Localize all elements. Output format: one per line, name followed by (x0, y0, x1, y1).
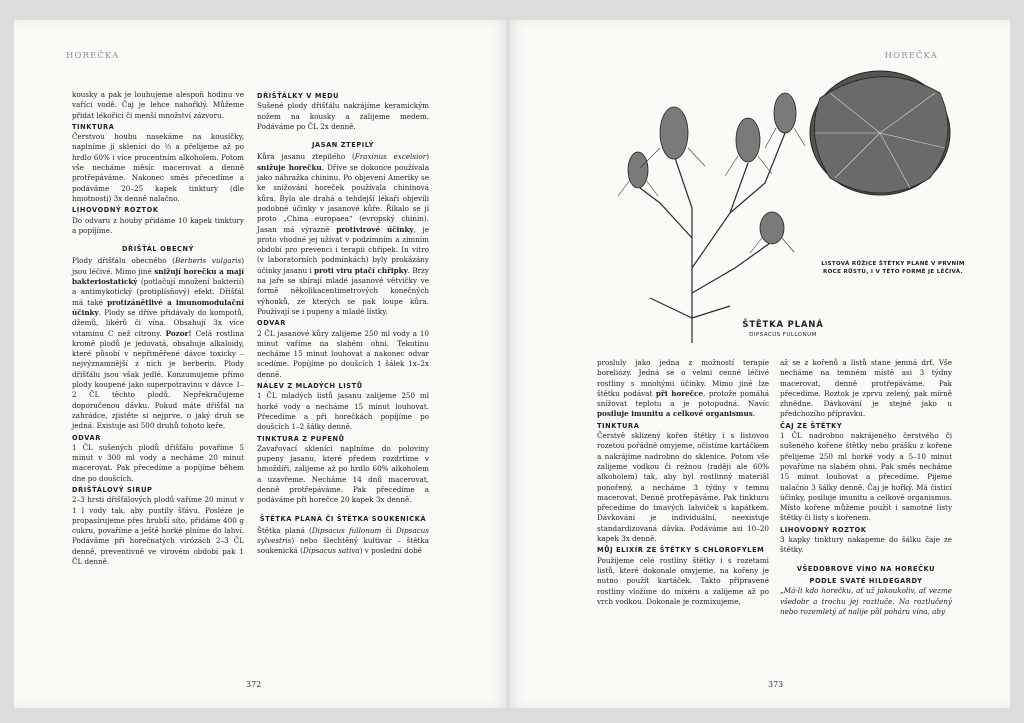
paragraph: 2 ČL jasanové kůry zalijeme 250 ml vody a 10 minut vaříme na slabém ohni. Tekutinu necháme 15 minut louhovat a nakonec odvar scedíme. Popíjíme po doušcích 1 šálek 1x–2x denně. (257, 328, 429, 379)
section-heading: DŘIŠŤÁLOVÝ SIRUP (72, 485, 153, 494)
paragraph: až se z kořenů a listů stane jemná drť. Vše necháme na temném místě asi 3 týdny macerovat, denně protřepáváme. Pak přecedíme. Roztok je zprvu zelený, pak mírně zhnědne. Dávkování je stejné jako u předchozího přípravku. (780, 358, 952, 419)
section-title: VŠEDOBROVÉ VÍNO NA HOREČKU (796, 564, 936, 573)
right-page (510, 20, 1010, 708)
paragraph: Kůra jasanu ztepilého (Fraxinus excelsior) snižuje horečku. Dříve se dokonce používala jako náhražka chininu. Po objevení Ameriky se ke snižování horeček používala chininová kůra. Byla ale drahá a tehdejší lékaři objevili podobné účinky v jasanové kůře. Říkalo se jí proto „China europaea“ (evropský chinin). Jasan má výrazné protivirové účinky, je proto vhodné jej užívat v podzimním a zimním období pro prevenci i terapii chřipek. In vitro (v laboratorních podmínkách) byly prokázány účinky jasanu i proti viru ptačí chřipky. Brzy na jaře se sbírají mladé jasanové větvičky ve formě několikacentimetrových konečných výhonků, ze kterých se pak loupe kůra. Používají se i pupeny a mladé lístky. (257, 152, 429, 316)
running-head-left: HOREČKA (66, 50, 120, 60)
section-heading: ODVAR (72, 433, 101, 442)
running-head-right: HOREČKA (884, 50, 938, 60)
paragraph: Do odvaru z houby přidáme 10 kapek tinktury a popíjíme. (72, 215, 244, 235)
paragraph: Čerstvě sklizený kořen štětky i s listovou rozetou pořádně omyjeme, očistíme kartáčkem a nakrájíme nadrobno do sklenice. Potom vše zalijeme vodkou či režnou (raději ale 60% alkoholem) tak, aby byl rostlinný materiál ponořený, a necháme 3 týdny v temnu macerovat. Denně protřepáváme. Pak tinkturu přecedíme do tmavých lahviček s kapátkem. Dávkování je individuální, neexistuje standardizovaná dávka. Podáváme asi 10–20 kapek 3x denně. (597, 431, 769, 544)
page-number-left: 372 (246, 680, 262, 689)
section-heading: LIHOVODNÝ ROZTOK (72, 206, 159, 215)
paragraph: Čerstvou houbu nasekáme na kousíčky, naplníme jí skleníci do ⅔ a přelijeme až po hrdlo 60% i více procentním alkoholem. Potom vše necháme měsíc macerovat a denně protřepáváme. Nakonec směs přecedíme a podáváme 20–25 kapek tinktury (dle hmotnosti) 3x denně nalačno. (72, 132, 244, 203)
leaf-caption: LISTOVÁ RŮŽICE ŠTĚTKY PLANÉ V PRVNÍM ROCE RŮSTU, I V TÉTO FORMĚ JE LÉČIVÁ. (821, 261, 965, 275)
section-heading: MŮJ ELIXÍR ZE ŠTĚTKY S CHLOROFYLEM (597, 546, 765, 555)
section-heading: TINKTURA Z PUPENŮ (257, 434, 345, 443)
left-column-1 (72, 90, 244, 567)
section-title: DŘIŠŤÁL OBECNÝ (121, 245, 194, 254)
section-title: ŠTĚTKA PLANÁ ČI ŠTĚTKA SOUKENICKÁ (259, 514, 427, 523)
section-subtitle: PODLE SVATÉ HILDEGARDY (809, 576, 923, 585)
page-number-right: 373 (768, 680, 784, 689)
right-column-1 (597, 358, 769, 607)
paragraph: 1 ČL mladých listů jasanu zalijeme 250 ml horké vody a necháme 15 minut louhovat. Přecedíme a při horečkách popíjíme po doušcích 1–2 šálky denně. (257, 391, 429, 432)
paragraph: prosluly jako jedna z možností terapie boreliózy. Jedná se o velmi cenné léčivé rostliny s mnohými účinky. Mimo jiné lze štětku podávat při horečce, protože pomáhá snížovat teplotu a je potopudná. Navíc posiluje imunitu a celkové organismus. (597, 358, 769, 419)
section-title: JASAN ZTEPILÝ (311, 141, 375, 150)
paragraph: 3 kapky tinktury nakapeme do šálku čaje ze štětky. (780, 535, 952, 555)
quote-paragraph: „Má-li kdo horečku, ať už jakoukoliv, ať vezme všedobr a trochu jej roztluče. Na roztlučený nebo rozemletý ať nalije půl poháru vína, aby (780, 586, 952, 616)
paragraph: kousky a pak je louhujeme alespoň hodinu ve vařící vodě. Čaj je lehce nahořklý. Můžeme přidat lékořici či menší množství zázvoru. (72, 90, 244, 120)
section-heading: DŘIŠŤÁLKY V MEDU (257, 92, 340, 100)
teasel-illustration (580, 38, 960, 354)
left-page (14, 20, 506, 708)
left-column-2 (257, 90, 429, 557)
paragraph: 1 ČL nadrobno nakrájeného čerstvého či sušeného kořene štětky nebo prášku z kořene přelijeme 250 ml horké vody a 5–10 minut povaříme na slabém ohni. Pak směs necháme 15 minut louhovat a přecedíme. Pijeme nalačno 3 šálky denně. Čaj je hořký. Má čisticí účinky, posiluje imunitu a celkově organismus. Místo kořene můžeme použít i samotné listy štětky či listy s kořenem. (780, 431, 952, 523)
paragraph: Zavařovací skleníci naplníme do poloviny pupeny jasanu, které předem rozdrtíme v hmoždíři, zalijeme až po hrdlo 60% alkoholem a uzavřeme. Necháme 14 dnů macerovat, denně protřepáváme. Pak přecedíme a podáváme při horečce 20 kapek 3x denně. (257, 443, 429, 505)
section-heading: TINKTURA (72, 122, 115, 131)
plant-latin-name: DIPSACUS FULLONUM (749, 332, 817, 338)
paragraph: Plody dřišťálu obecného (Berberis vulgaris) jsou léčivé. Mimo jiné snižují horečku a mají bakteriostatický (potlačují množení bakterií) a antimykotický (protiplísňový) efekt. Dřišťál má také protizánětlivé a imunomodulační účinky. Plody se dříve přidávaly do kompotů, džemů, likérů či vína. Obsahují 3x více vitamínu C než citrony. Pozor! Celá rostlina kromě plodů je jedovatá, obsahuje alkaloidy, které působí v nepřiměřené dávce toxicky – nejvýznamnější z nich je berberin. Plody dřišťálu jsou však jedlé. Konzumujeme přímo plody koupené jako superpotravinu v dávce 1–2 ČL těchto plodů. Nepřekračujeme doporučenou dávku. Pokud máte dřišťál na zahrádce, zjistěte si nejprve, o jaký druh se jedná. Existuje asi 500 druhů tohoto keře. (72, 256, 245, 431)
section-heading: ODVAR (257, 319, 286, 328)
paragraph: Sušené plody dřišťálu nakrájíme keramickým nožem na kousky a zalijeme medem. Podáváme po ČL 2x denně. (257, 101, 429, 131)
paragraph: 1 ČL sušených plodů dřišťálu povaříme 5 minut v 300 ml vody a necháme 20 minut macerovat. Pak přecedíme a popíjíme během dne po doušcích. (72, 442, 244, 483)
paragraph: Použijeme celé rostliny štětky i s rozetami listů, které dokonale omyjeme, na kořeny je nutno použít kartáček. Takto připravené rostliny vložíme do mixéru a zalijeme až po vrch vodkou. Dokonale je rozmixujeme, (597, 555, 769, 606)
section-heading: LIHOVODNÝ ROZTOK (780, 525, 867, 534)
right-column-2 (780, 358, 952, 617)
plant-name: ŠTĚTKA PLANÁ (742, 320, 824, 330)
section-heading: NÁLEV Z MLADÝCH LISTŮ (257, 382, 363, 391)
section-heading: ČAJ ZE ŠTĚTKY (780, 421, 843, 430)
leaf-rosette (810, 71, 950, 195)
paragraph: 2–3 hrsti dřišťálových plodů vaříme 20 minut v 1 l vody tak, aby pustily šťávu. Posléze je propasírujeme přes hrubší síto, přidáme 400 g cukru, povaříme a ještě horké plníme do lahví. Podáváme při horečnatých virózách 2–3 ČL denně, preventivně ve virovém období pak 1 ČL denně. (72, 495, 244, 567)
paragraph: Štětka planá (Dipsacus fullonum či Dipsacus sylvestris) nebo šlechtěný kultivar – štětka soukenická (Dipsacus sativa) v poslední době (257, 525, 429, 556)
section-heading: TINKTURA (597, 421, 640, 430)
